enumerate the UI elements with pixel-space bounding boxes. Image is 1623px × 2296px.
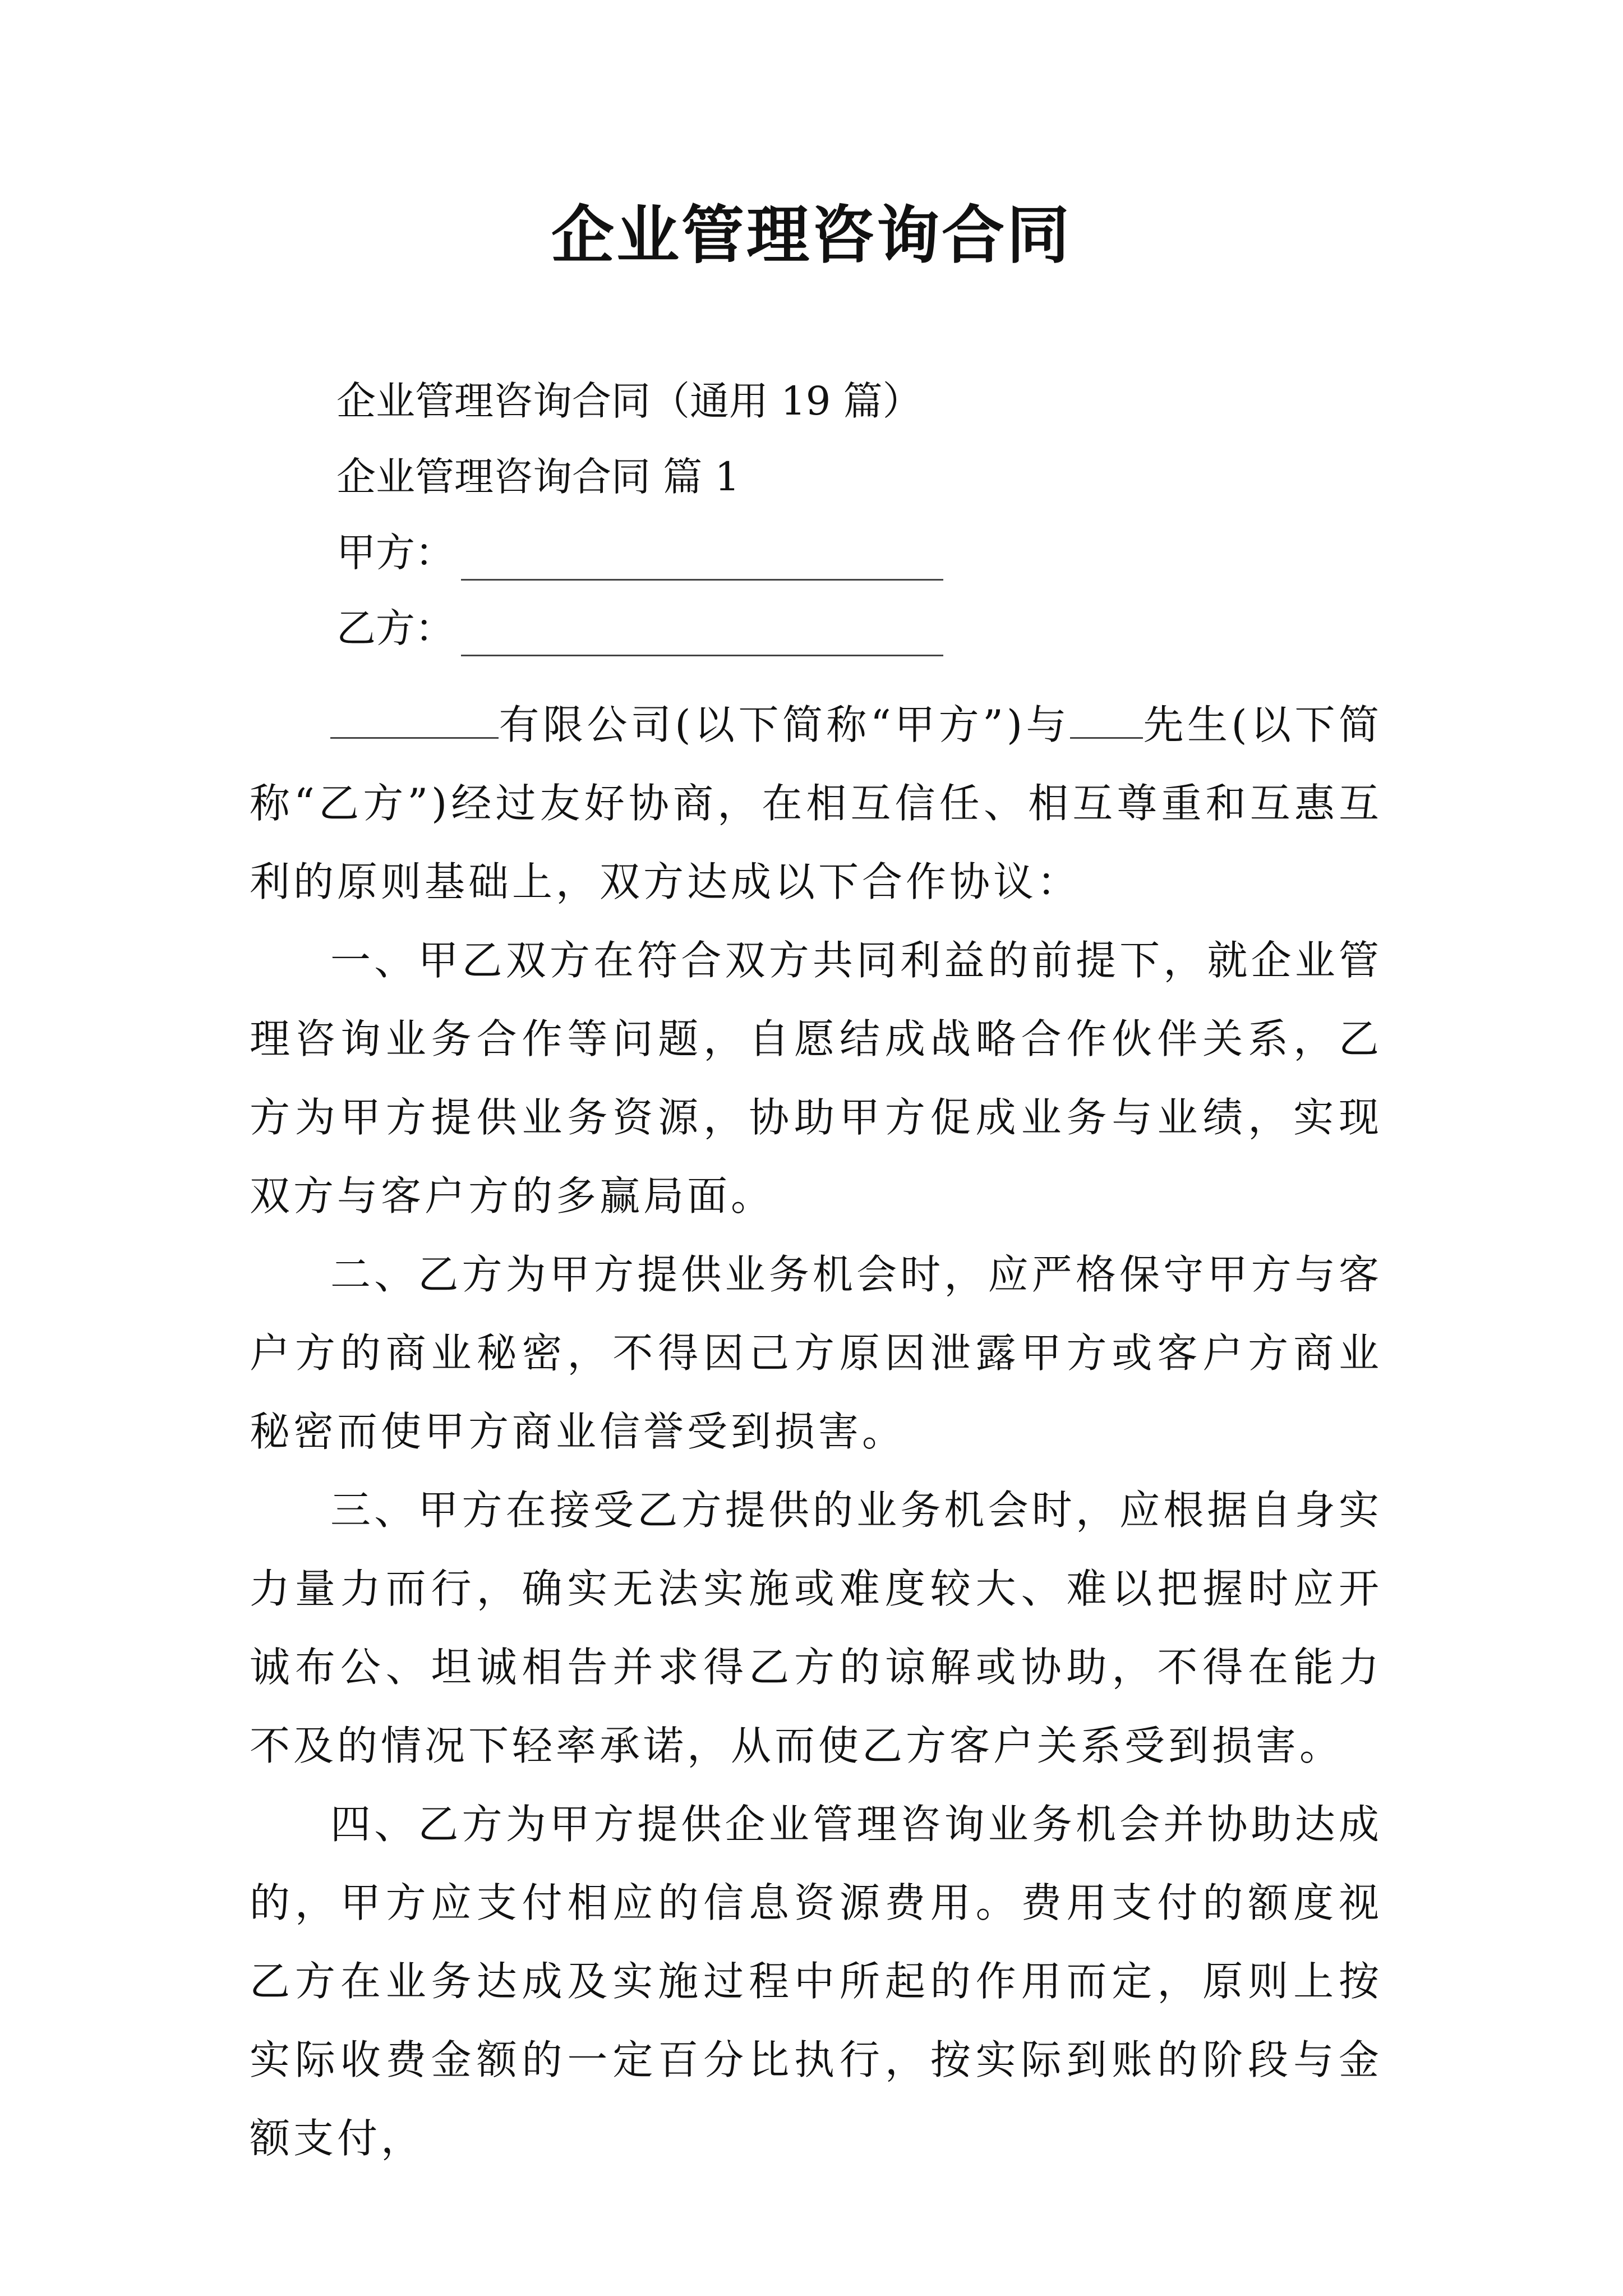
document-title: 企业管理咨询合同	[551, 199, 1072, 272]
clause-1: 一、甲乙双方在符合双方共同利益的前提下，就企业管理咨询业务合作等问题，自愿结成战略合作伙伴关系，乙方为甲方提供业务资源，协助甲方促成业务与业绩，实现双方与客户方的多赢局面。	[250, 937, 1382, 1220]
party-a-label: 甲方：	[336, 530, 454, 576]
clause-2: 二、乙方为甲方提供业务机会时，应严格保守甲方与客户方的商业秘密，不得因己方原因泄露甲方或客户方商业秘密而使甲方商业信誉受到损害。	[250, 1251, 1382, 1455]
intro-part-1: 有限公司(以下简称“甲方”)与	[499, 701, 1071, 748]
section-heading: 企业管理咨询合同 篇 1	[336, 454, 740, 500]
document-subtitle: 企业管理咨询合同（通用 19 篇）	[336, 378, 922, 424]
party-b-line	[336, 600, 943, 656]
clause-3: 三、甲方在接受乙方提供的业务机会时，应根据自身实力量力而行，确实无法实施或难度较大、难以把握时应开诚布公、坦诚相告并求得乙方的谅解或协助，不得在能力不及的情况下轻率承诺，从而使乙方客户关系受到损害。	[250, 1487, 1382, 1769]
party-b-blank	[461, 615, 943, 656]
party-a-blank	[461, 540, 943, 581]
contract-body	[250, 685, 1382, 2178]
party-a-line	[336, 524, 943, 581]
company-blank	[330, 701, 499, 739]
clause-4: 四、乙方为甲方提供企业管理咨询业务机会并协助达成的，甲方应支付相应的信息资源费用。费用支付的额度视乙方在业务达成及实施过程中所起的作用而定，原则上按实际收费金额的一定百分比执行，按实际到账的阶段与金额支付，	[250, 1801, 1382, 2162]
party-b-label: 乙方：	[336, 605, 454, 651]
person-blank	[1070, 701, 1143, 739]
intro-part-2: 先生(以下简称“乙方”)经过友好协商，在相互信任、相互尊重和互惠互利的原则基础上，双方达成以下合作协议：	[250, 701, 1382, 905]
intro-paragraph	[250, 685, 1382, 921]
